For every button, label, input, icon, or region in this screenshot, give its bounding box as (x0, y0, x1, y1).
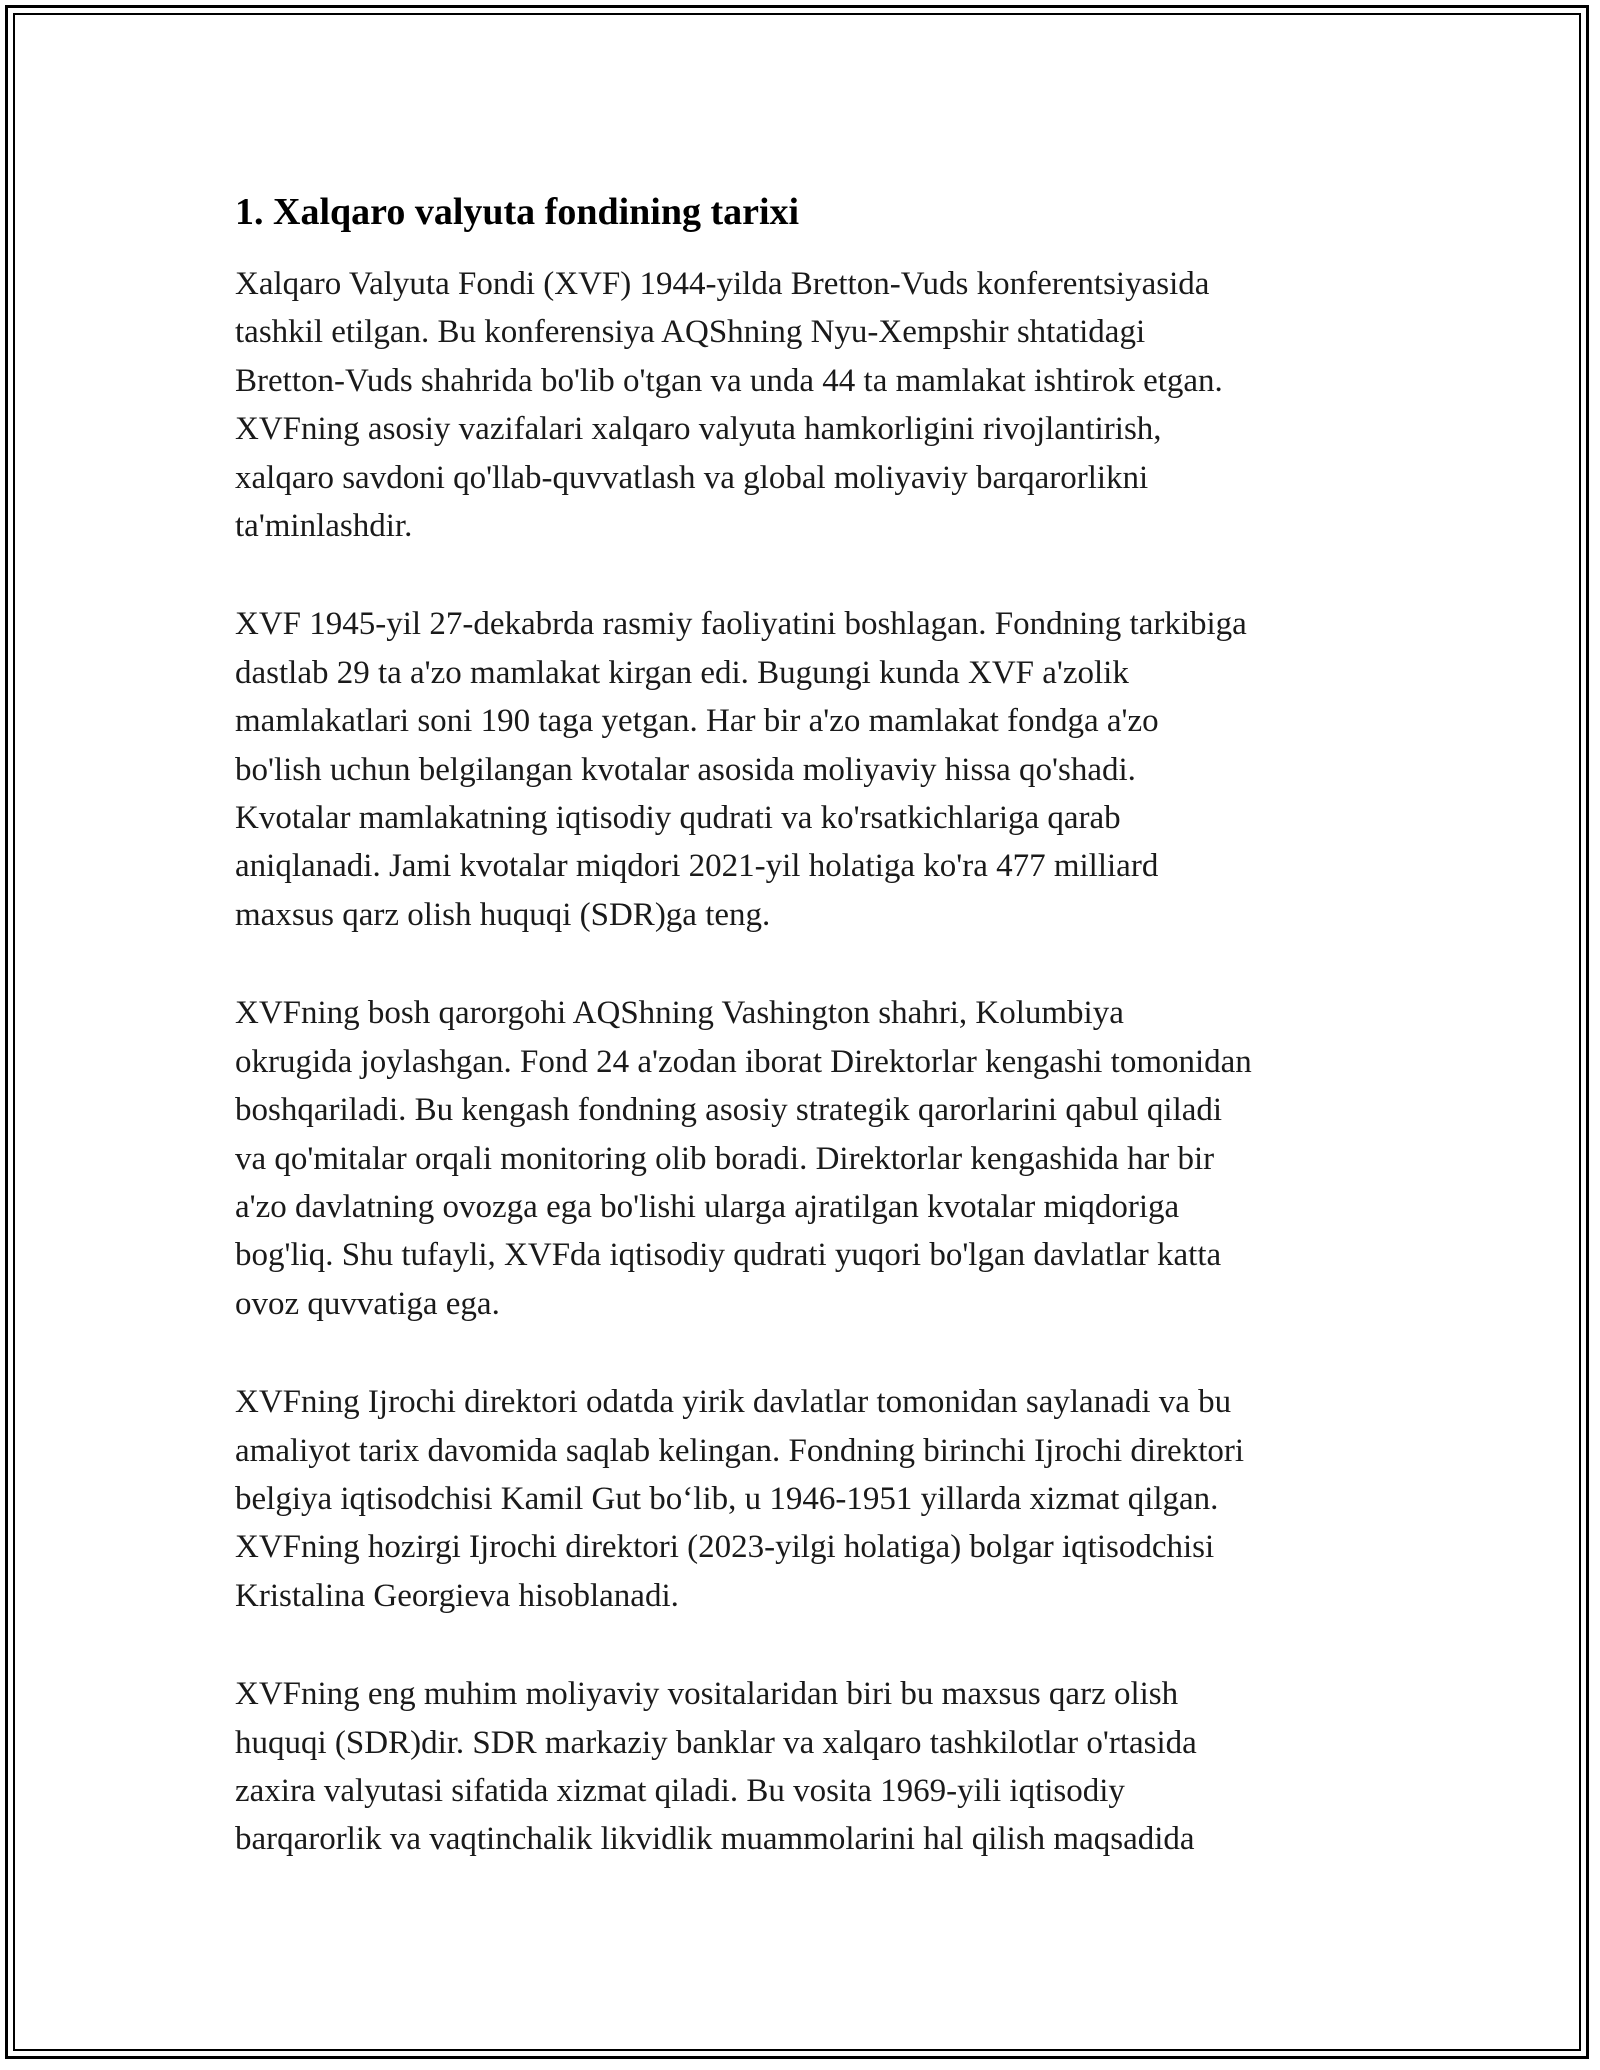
paragraph-line: XVFning eng muhim moliyaviy vositalaridan biri bu maxsus qarz olish (235, 1676, 1179, 1713)
paragraph (235, 1670, 1375, 1864)
paragraph-line: bo'lish uchun belgilangan kvotalar asosida moliyaviy hissa qo'shadi. (235, 751, 1136, 788)
paragraph-line: xalqaro savdoni qo'llab-quvvatlash va global moliyaviy barqarorlikni (235, 459, 1149, 496)
paragraph-line: bog'liq. Shu tufayli, XVFda iqtisodiy qudrati yuqori bo'lgan davlatlar katta (235, 1237, 1222, 1274)
paragraph-line: maxsus qarz olish huquqi (SDR)ga teng. (235, 896, 771, 933)
paragraph-line: Kvotalar mamlakatning iqtisodiy qudrati va ko'rsatkichlariga qarab (235, 800, 1121, 837)
paragraph-line: huquqi (SDR)dir. SDR markaziy banklar va xalqaro tashkilotlar o'rtasida (235, 1724, 1197, 1761)
document-body (235, 188, 1375, 1914)
paragraph-line: okrugida joylashgan. Fond 24 a'zodan iborat Direktorlar kengashi tomonidan (235, 1043, 1252, 1080)
paragraph-line: dastlab 29 ta a'zo mamlakat kirgan edi. Bugungi kunda XVF a'zolik (235, 654, 1129, 691)
paragraph (235, 260, 1375, 550)
paragraph-line: XVFning asosiy vazifalari xalqaro valyuta hamkorligini rivojlantirish, (235, 411, 1162, 448)
paragraph (235, 600, 1375, 939)
paragraph-line: aniqlanadi. Jami kvotalar miqdori 2021-yil holatiga ko'ra 477 milliard (235, 848, 1159, 885)
paragraph-line: XVF 1945-yil 27-dekabrda rasmiy faoliyatini boshlagan. Fondning tarkibiga (235, 606, 1247, 643)
paragraph-line: Bretton-Vuds shahrida bo'lib o'tgan va unda 44 ta mamlakat ishtirok etgan. (235, 362, 1223, 399)
paragraph-line: mamlakatlari soni 190 taga yetgan. Har bir a'zo mamlakat fondga a'zo (235, 703, 1159, 740)
paragraph (235, 1378, 1375, 1620)
paragraph (235, 989, 1375, 1328)
section-heading: 1. Xalqaro valyuta fondining tarixi (235, 191, 800, 233)
paragraph-line: boshqariladi. Bu kengash fondning asosiy strategik qarorlarini qabul qiladi (235, 1092, 1223, 1129)
paragraph-line: belgiya iqtisodchisi Kamil Gut bo‘lib, u 1946-1951 yillarda xizmat qilgan. (235, 1480, 1219, 1517)
paragraph-list (235, 260, 1375, 1864)
paragraph-line: zaxira valyutasi sifatida xizmat qiladi. Bu vosita 1969-yili iqtisodiy (235, 1772, 1125, 1809)
paragraph-line: XVFning Ijrochi direktori odatda yirik davlatlar tomonidan saylanadi va bu (235, 1384, 1232, 1421)
paragraph-line: a'zo davlatning ovozga ega bo'lishi ularga ajratilgan kvotalar miqdoriga (235, 1188, 1180, 1225)
paragraph-line: ta'minlashdir. (235, 508, 413, 545)
paragraph-line: amaliyot tarix davomida saqlab kelingan. Fondning birinchi Ijrochi direktori (235, 1432, 1245, 1469)
paragraph-line: barqarorlik va vaqtinchalik likvidlik muammolarini hal qilish maqsadida (235, 1821, 1195, 1858)
paragraph-line: tashkil etilgan. Bu konferensiya AQShning Nyu-Xempshir shtatidagi (235, 314, 1146, 351)
paragraph-line: va qo'mitalar orqali monitoring olib boradi. Direktorlar kengashida har bir (235, 1140, 1215, 1177)
paragraph-line: XVFning hozirgi Ijrochi direktori (2023-yilgi holatiga) bolgar iqtisodchisi (235, 1529, 1215, 1566)
paragraph-line: Kristalina Georgieva hisoblanadi. (235, 1577, 679, 1614)
paragraph-line: Xalqaro Valyuta Fondi (XVF) 1944-yilda Bretton-Vuds konferentsiyasida (235, 266, 1210, 302)
paragraph-line: ovoz quvvatiga ega. (235, 1285, 500, 1322)
paragraph-line: XVFning bosh qarorgohi AQShning Vashington shahri, Kolumbiya (235, 995, 1124, 1032)
